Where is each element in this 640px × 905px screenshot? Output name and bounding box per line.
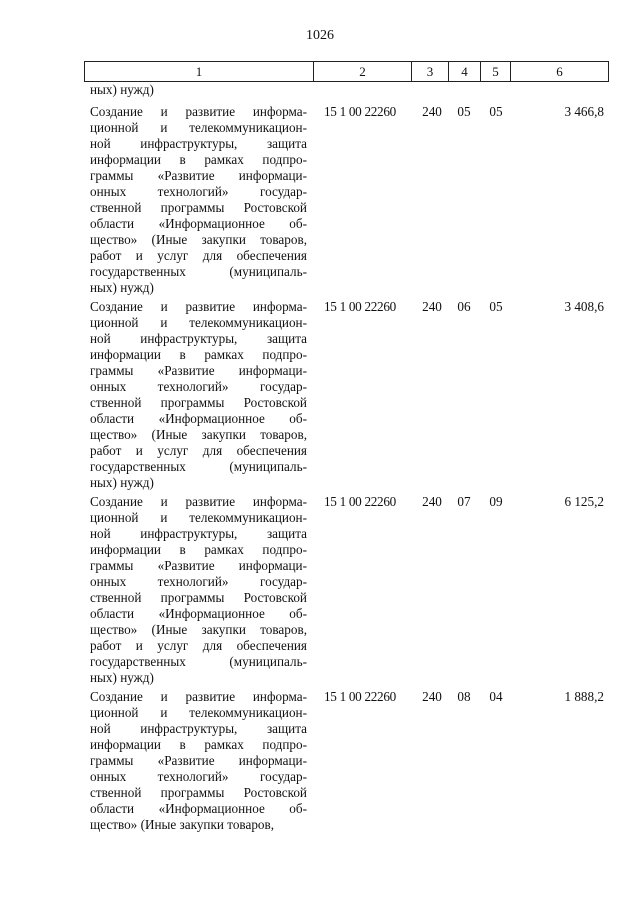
description-line: Создание и развитие информа- xyxy=(90,299,307,314)
description-line: ных) нужд) xyxy=(90,670,154,685)
page-number: 1026 xyxy=(306,28,334,43)
row-expense-type: 240 xyxy=(422,689,442,704)
row-description xyxy=(90,494,307,686)
header-col-3: 3 xyxy=(412,62,449,81)
row-description xyxy=(90,689,307,833)
description-line: ной инфраструктуры, защита xyxy=(90,526,307,541)
row-target-code: 15 1 00 22260 xyxy=(324,494,396,509)
header-col-4: 4 xyxy=(449,62,481,81)
table-row xyxy=(0,689,640,884)
description-line: государственных (муниципаль- xyxy=(90,459,307,474)
row-section: 08 xyxy=(457,689,471,704)
row-target-code: 15 1 00 22260 xyxy=(324,104,396,119)
row-description xyxy=(90,104,307,296)
description-line: ной инфраструктуры, защита xyxy=(90,721,307,736)
description-line: граммы «Развитие информаци- xyxy=(90,168,307,183)
header-col-5: 5 xyxy=(481,62,511,81)
description-line: ной инфраструктуры, защита xyxy=(90,331,307,346)
table-body xyxy=(0,104,640,884)
row-target-code: 15 1 00 22260 xyxy=(324,299,396,314)
description-line: работ и услуг для обеспечения xyxy=(90,638,307,653)
description-line: информации в рамках подпро- xyxy=(90,152,307,167)
header-col-2: 2 xyxy=(314,62,412,81)
description-line: области «Информационное об- xyxy=(90,411,307,426)
row-expense-type: 240 xyxy=(422,494,442,509)
row-expense-type: 240 xyxy=(422,299,442,314)
description-line: государственных (муниципаль- xyxy=(90,654,307,669)
table-row xyxy=(0,104,640,299)
description-line: Создание и развитие информа- xyxy=(90,104,307,119)
table-row xyxy=(0,299,640,494)
description-line: онных технологий» государ- xyxy=(90,574,307,589)
description-line: щество» (Иные закупки товаров, xyxy=(90,232,307,247)
carry-over-text: ных) нужд) xyxy=(90,82,154,97)
description-line: области «Информационное об- xyxy=(90,801,307,816)
description-line: государственных (муниципаль- xyxy=(90,264,307,279)
description-line: Создание и развитие информа- xyxy=(90,689,307,704)
row-subsection: 04 xyxy=(489,689,503,704)
description-line: Создание и развитие информа- xyxy=(90,494,307,509)
description-line: ной инфраструктуры, защита xyxy=(90,136,307,151)
description-line: информации в рамках подпро- xyxy=(90,737,307,752)
row-target-code: 15 1 00 22260 xyxy=(324,689,396,704)
description-line: ственной программы Ростовской xyxy=(90,785,307,800)
description-line: ственной программы Ростовской xyxy=(90,590,307,605)
description-line: работ и услуг для обеспечения xyxy=(90,443,307,458)
description-line: ционной и телекоммуникацион- xyxy=(90,705,307,720)
description-line: щество» (Иные закупки товаров, xyxy=(90,427,307,442)
row-description xyxy=(90,299,307,491)
row-subsection: 05 xyxy=(489,104,503,119)
row-section: 06 xyxy=(457,299,471,314)
description-line: граммы «Развитие информаци- xyxy=(90,558,307,573)
description-line: щество» (Иные закупки товаров, xyxy=(90,622,307,637)
description-line: щество» (Иные закупки товаров, xyxy=(90,817,275,832)
description-line: работ и услуг для обеспечения xyxy=(90,248,307,263)
description-line: ственной программы Ростовской xyxy=(90,200,307,215)
description-line: ционной и телекоммуникацион- xyxy=(90,315,307,330)
row-amount: 6 125,2 xyxy=(564,494,604,509)
header-col-6: 6 xyxy=(556,64,563,79)
table-row xyxy=(0,494,640,689)
row-amount: 3 408,6 xyxy=(564,299,604,314)
description-line: ственной программы Ростовской xyxy=(90,395,307,410)
description-line: граммы «Развитие информаци- xyxy=(90,363,307,378)
description-line: онных технологий» государ- xyxy=(90,769,307,784)
description-line: онных технологий» государ- xyxy=(90,379,307,394)
description-line: ных) нужд) xyxy=(90,475,154,490)
row-expense-type: 240 xyxy=(422,104,442,119)
description-line: области «Информационное об- xyxy=(90,606,307,621)
header-col-1: 1 xyxy=(85,62,314,81)
description-line: информации в рамках подпро- xyxy=(90,347,307,362)
description-line: ных) нужд) xyxy=(90,280,154,295)
row-amount: 1 888,2 xyxy=(564,689,604,704)
table-header-row xyxy=(84,61,609,82)
row-section: 05 xyxy=(457,104,471,119)
row-amount: 3 466,8 xyxy=(564,104,604,119)
row-subsection: 05 xyxy=(489,299,503,314)
description-line: информации в рамках подпро- xyxy=(90,542,307,557)
row-subsection: 09 xyxy=(489,494,503,509)
description-line: области «Информационное об- xyxy=(90,216,307,231)
description-line: ционной и телекоммуникацион- xyxy=(90,120,307,135)
description-line: онных технологий» государ- xyxy=(90,184,307,199)
row-section: 07 xyxy=(457,494,471,509)
description-line: ционной и телекоммуникацион- xyxy=(90,510,307,525)
description-line: граммы «Развитие информаци- xyxy=(90,753,307,768)
